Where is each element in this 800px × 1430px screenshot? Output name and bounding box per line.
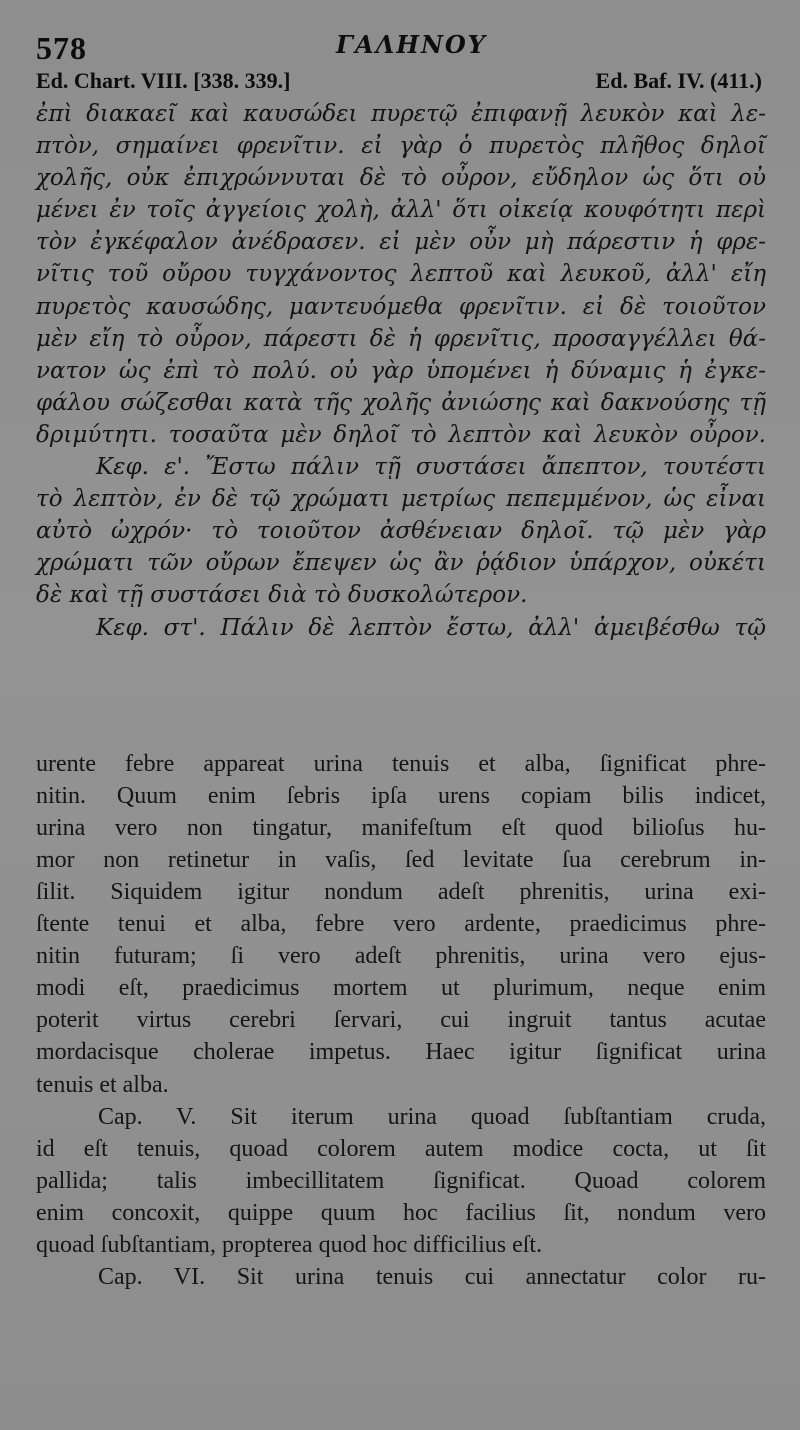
greek-line: χολῆς, οὐκ ἐπιχρώννυται δὲ τὸ οὖρον, εὔδηλον ὡς ὅτι οὐ	[36, 165, 766, 192]
greek-line: τὸ λεπτὸν, ἐν δὲ τῷ χρώματι μετρίως πεπεμμένον, ὡς εἶναι	[36, 486, 766, 513]
greek-line: χρώματι τῶν οὔρων ἔπεψεν ὡς ἂν ῥᾴδιον ὑπάρχον, οὐκέτι	[36, 550, 766, 577]
greek-line: νατον ὡς ἐπὶ τὸ πολύ. οὐ γὰρ ὑπομένει ἡ δύναμις ἡ ἐγκε-	[36, 357, 766, 384]
edition-basel-reference: Ed. Baf. IV. (411.)	[595, 68, 762, 93]
latin-text-block	[36, 748, 766, 1294]
running-title: ΓΑΛΗΝΟΥ	[336, 30, 487, 59]
greek-line: φάλου σώζεσθαι κατὰ τῆς χολῆς ἀνιώσης καὶ δακνούσης τῇ	[36, 389, 766, 416]
greek-line: δὲ καὶ τῇ συστάσει διὰ τὸ δυσκολώτερον.	[36, 582, 528, 609]
greek-line: πτὸν, σημαίνει φρενῖτιν. εἰ γὰρ ὁ πυρετὸς πλῆθος δηλοῖ	[36, 133, 766, 160]
latin-line: mordacisque cholerae impetus. Haec igitur ſignificat urina	[36, 1039, 766, 1066]
greek-chapter-6-heading-line: Κεφ. στ'. Πάλιν δὲ λεπτὸν ἔστω, ἀλλ' ἀμειβέσθω τῷ	[96, 614, 766, 641]
latin-chapter-6-heading-line: Cap. VI. Sit urina tenuis cui annectatur color ru-	[98, 1264, 766, 1291]
section-gap	[36, 644, 766, 748]
greek-line: τὸν ἐγκέφαλον ἀνέδρασεν. εἰ μὲν οὖν μὴ πάρεστιν ἡ φρε-	[36, 229, 766, 256]
greek-line: νῖτις τοῦ οὔρου τυγχάνοντος λεπτοῦ καὶ λευκοῦ, ἀλλ' εἴη	[36, 261, 766, 288]
latin-line: pallida; talis imbecillitatem ſignificat. Quoad colorem	[36, 1167, 766, 1194]
latin-line: mor non retinetur in vaſis, ſed levitate ſua cerebrum in-	[36, 846, 766, 873]
page-number: 578	[36, 30, 87, 66]
latin-line: enim concoxit, quippe quum hoc facilius ſit, nondum vero	[36, 1199, 766, 1226]
latin-line: nitin futuram; ſi vero adeſt phrenitis, urina vero ejus-	[36, 943, 766, 970]
greek-line: ἐπὶ διακαεῖ καὶ καυσώδει πυρετῷ ἐπιφανῇ λευκὸν καὶ λε-	[36, 101, 766, 127]
greek-line: αὐτὸ ὠχρόν· τὸ τοιοῦτον ἀσθένειαν δηλοῖ. τῷ μὲν γὰρ	[36, 518, 766, 545]
edition-chartier-reference: Ed. Chart. VIII. [338. 339.]	[36, 68, 291, 93]
edition-reference-row	[36, 68, 766, 98]
latin-line: poterit virtus cerebri ſervari, cui ingruit tantus acutae	[36, 1007, 766, 1034]
greek-chapter-5-heading-line: Κεφ. ε'. Ἔστω πάλιν τῇ συστάσει ἄπεπτον, τουτέστι	[96, 454, 766, 481]
latin-line: id eſt tenuis, quoad colorem autem modice cocta, ut ſit	[36, 1135, 766, 1162]
greek-line: μένει ἐν τοῖς ἀγγείοις χολὴ, ἀλλ' ὅτι οἰκείᾳ κουφότητι περὶ	[36, 197, 766, 224]
greek-line: μὲν εἴη τὸ οὖρον, πάρεστι δὲ ἡ φρενῖτις, προσαγγέλλει θά-	[36, 325, 766, 352]
greek-text-block	[36, 98, 766, 644]
page-header	[36, 26, 766, 68]
greek-line: δριμύτητι. τοσαῦτα μὲν δηλοῖ τὸ λεπτὸν καὶ λευκὸν οὖρον.	[36, 421, 766, 448]
greek-line: πυρετὸς καυσώδης, μαντευόμεθα φρενῖτιν. εἰ δὲ τοιοῦτον	[36, 293, 766, 320]
latin-line: ſilit. Siquidem igitur nondum adeſt phrenitis, urina exi-	[36, 878, 766, 905]
latin-line: nitin. Quum enim ſebris ipſa urens copiam bilis indicet,	[36, 782, 766, 809]
latin-chapter-5-heading-line: Cap. V. Sit iterum urina quoad ſubſtantiam cruda,	[98, 1103, 766, 1130]
latin-line: quoad ſubſtantiam, propterea quod hoc difficilius eſt.	[36, 1232, 543, 1258]
latin-line: ſtente tenui et alba, febre vero ardente, praedicimus phre-	[36, 911, 766, 938]
latin-line: urente febre appareat urina tenuis et alba, ſignificat phre-	[36, 750, 766, 777]
latin-line: urina vero non tingatur, manifeſtum eſt quod bilioſus hu-	[36, 814, 766, 841]
latin-line: modi eſt, praedicimus mortem ut plurimum, neque enim	[36, 975, 766, 1002]
latin-line: tenuis et alba.	[36, 1071, 169, 1098]
